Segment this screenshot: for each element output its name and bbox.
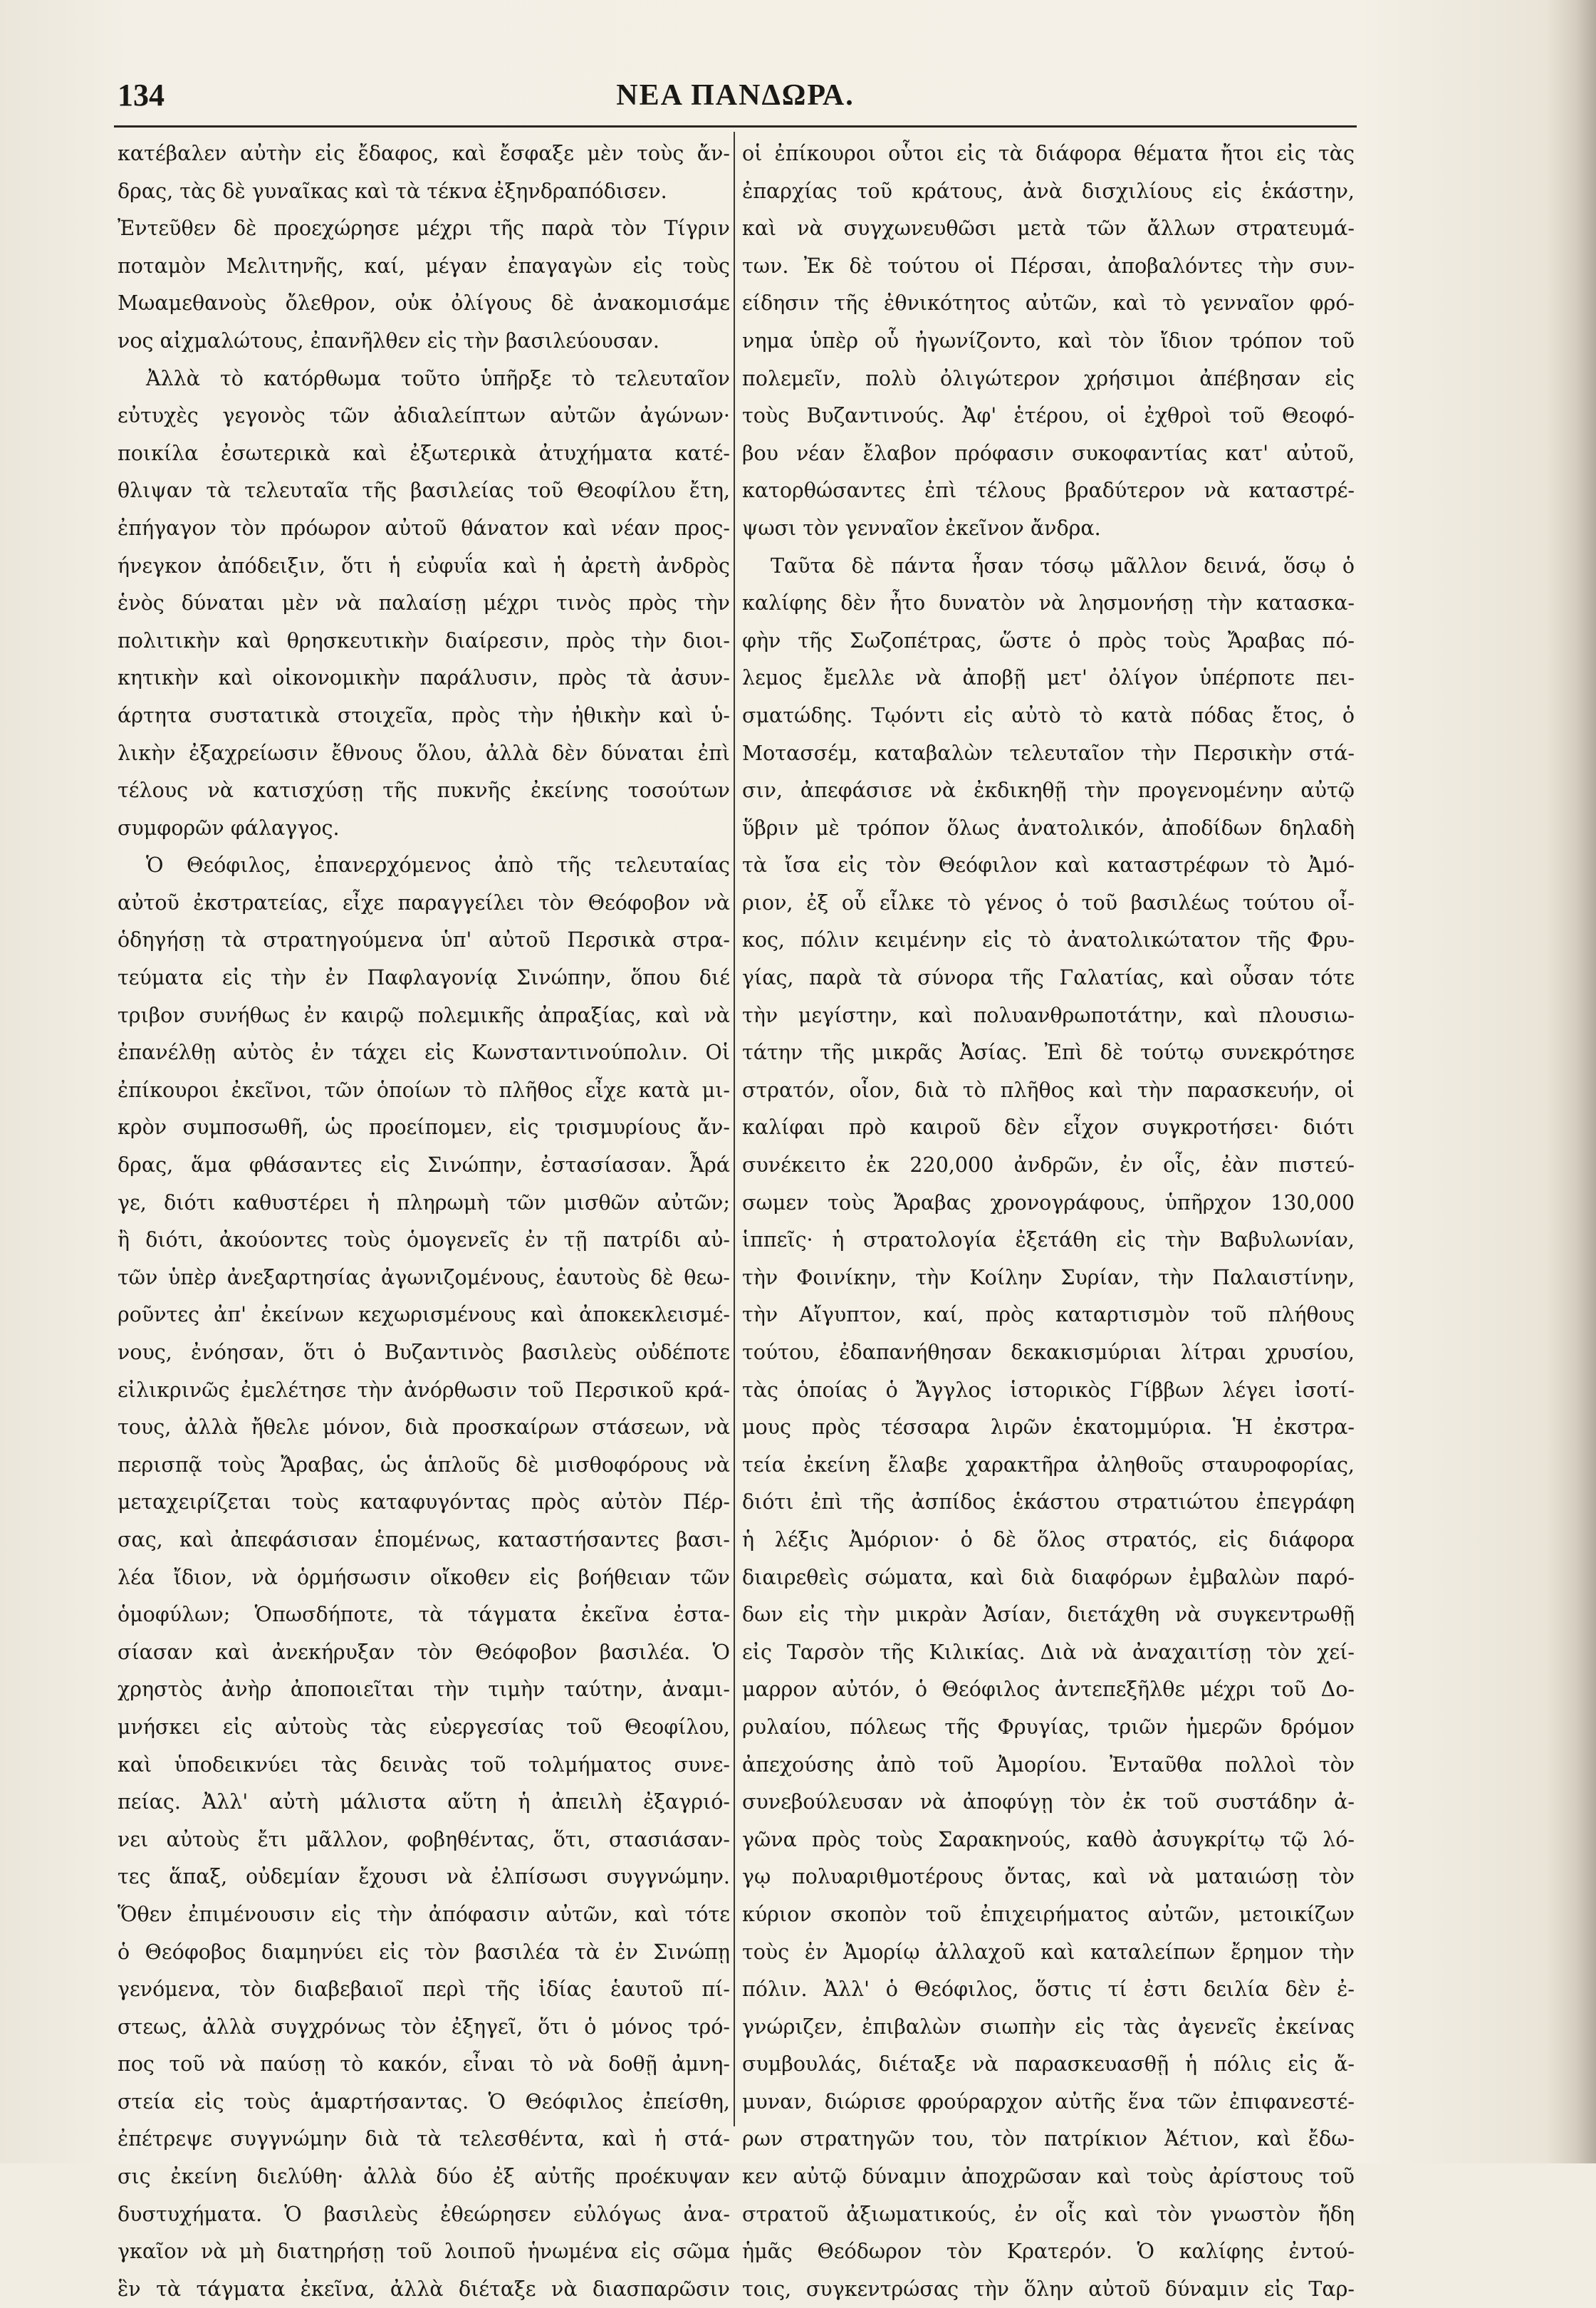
text-line: πόλιν. Ἀλλ' ὁ Θεόφιλος, ὅστις τί ἐστι δειλία δὲν ἐ- bbox=[742, 1977, 1355, 2002]
text-line: σις ἐκείνη διελύθη· ἀλλὰ δύο ἐξ αὐτῆς προέκυψαν bbox=[118, 2165, 730, 2189]
text-line: Ἀλλὰ τὸ κατόρθωμα τοῦτο ὑπῆρξε τὸ τελευταῖον bbox=[146, 366, 730, 390]
text-line: ἡμᾶς Θεόδωρον τὸν Κρατερόν. Ὁ καλίφης ἐντού- bbox=[742, 2240, 1355, 2264]
text-line: καὶ νὰ συγχωνευθῶσι μετὰ τῶν ἄλλων στρατευμά- bbox=[742, 217, 1355, 241]
text-line: τὴν Φοινίκην, τὴν Κοίλην Συρίαν, τὴν Παλαιστίνην, bbox=[742, 1265, 1355, 1289]
text-line: τριβον συνήθως ἐν καιρῷ πολεμικῆς ἀπραξίας, καὶ νὰ bbox=[118, 1003, 730, 1027]
text-line: σίασαν καὶ ἀνεκήρυξαν τὸν Θεόφοβον βασιλέα. Ὁ bbox=[118, 1640, 730, 1664]
text-line: ποικίλα ἐσωτερικὰ καὶ ἐξωτερικὰ ἀτυχήματα κατέ- bbox=[118, 441, 730, 465]
text-line: τοὺς Βυζαντινούς. Ἀφ' ἑτέρου, οἱ ἐχθροὶ τοῦ Θεοφό- bbox=[742, 404, 1355, 428]
text-line: κεν αὐτῷ δύναμιν ἀποχρῶσαν καὶ τοὺς ἀρίστους τοῦ bbox=[742, 2165, 1355, 2189]
text-line: γενόμενα, τὸν διαβεβαιοῖ περὶ τῆς ἰδίας ἑαυτοῦ πί- bbox=[118, 1977, 730, 2002]
text-line: Μοτασσέμ, καταβαλὼν τελευταῖον τὴν Περσικὴν στά- bbox=[742, 741, 1355, 765]
text-line: στεία εἰς τοὺς ἁμαρτήσαντας. Ὁ Θεόφιλος ἐπείσθη, bbox=[118, 2089, 730, 2114]
text-line: τούτου, ἐδαπανήθησαν δεκακισμύριαι λίτραι χρυσίου, bbox=[742, 1341, 1355, 1364]
text-line: μους πρὸς τέσσαρα λιρῶν ἑκατομμύρια. Ἡ ἐκστρα- bbox=[742, 1415, 1355, 1440]
text-line: ήνεγκον ἀπόδειξιν, ὅτι ἡ εὐφυΐα καὶ ἡ ἀρετὴ ἀνδρὸς bbox=[118, 553, 730, 578]
text-line: ψωσι τὸν γενναῖον ἐκεῖνον ἄνδρα. bbox=[742, 516, 1101, 540]
text-line: ροῦντες ἀπ' ἐκείνων κεχωρισμένους καὶ ἀποκεκλεισμέ- bbox=[118, 1303, 730, 1327]
text-line: συμβουλάς, διέταξε νὰ παρασκευασθῇ ἡ πόλις εἰς ἄ- bbox=[742, 2052, 1355, 2076]
text-line: τεία ἐκείνη ἔλαβε χαρακτῆρα ἀληθοῦς σταυροφορίας, bbox=[742, 1452, 1355, 1477]
text-line: τὴν μεγίστην, καὶ πολυανθρωποτάτην, καὶ πλουσιω- bbox=[742, 1003, 1355, 1027]
text-line: ποταμὸν Μελιτηνῆς, καί, μέγαν ἐπαγαγὼν εἰς τοὺς bbox=[118, 254, 730, 278]
text-line: τέλους νὰ κατισχύσῃ τῆς πυκνῆς ἐκείνης τοσούτων bbox=[118, 779, 730, 803]
text-line: κητικὴν καὶ οἰκονομικὴν παράλυσιν, πρὸς τὰ ἀσυν- bbox=[118, 666, 730, 690]
text-line: ἡ λέξις Ἀμόριον· ὁ δὲ ὅλος στρατός, εἰς διάφορα bbox=[742, 1527, 1355, 1551]
text-line: κρὸν συμποσωθῆ, ὡς προείπομεν, εἰς τρισμυρίους ἄν- bbox=[118, 1116, 730, 1140]
text-line: ρων στρατηγῶν του, τὸν πατρίκιον Ἀέτιον, καὶ ἔδω- bbox=[742, 2127, 1355, 2151]
text-line: ἀπεχούσης ἀπὸ τοῦ Ἀμορίου. Ἐνταῦθα πολλοὶ τὸν bbox=[742, 1752, 1355, 1777]
text-line: πείας. Ἀλλ' αὐτὴ μάλιστα αὕτη ἡ ἀπειλὴ ἐξαγριό- bbox=[118, 1790, 730, 1814]
text-line: ὕβριν μὲ τρόπον ὅλως ἀνατολικόν, ἀποδίδων δηλαδὴ bbox=[742, 816, 1355, 840]
text-line: γίας, παρὰ τὰ σύνορα τῆς Γαλατίας, καὶ οὖσαν τότε bbox=[742, 966, 1355, 990]
page-header bbox=[118, 77, 1353, 120]
text-line: κατέβαλεν αὐτὴν εἰς ἔδαφος, καὶ ἔσφαξε μὲν τοὺς ἄν- bbox=[118, 142, 730, 165]
text-line: ἓν τὰ τάγματα ἐκεῖνα, ἀλλὰ διέταξε νὰ διασπαρῶσιν bbox=[118, 2277, 730, 2301]
text-line: τάτην τῆς μικρᾶς Ἀσίας. Ἐπὶ δὲ τούτῳ συνεκρότησε bbox=[742, 1041, 1355, 1065]
text-line: τὰ ἴσα εἰς τὸν Θεόφιλον καὶ καταστρέφων τὸ Ἀμό- bbox=[742, 853, 1355, 878]
text-line: λέα ἴδιον, νὰ ὁρμήσωσιν οἴκοθεν εἰς βοήθειαν τῶν bbox=[118, 1565, 730, 1589]
running-title: ΝΕΑ ΠΑΝΔΩΡΑ. bbox=[616, 79, 855, 112]
text-line: σας, καὶ ἀπεφάσισαν ἑπομένως, καταστήσαντες βασι- bbox=[118, 1527, 730, 1551]
text-line: γε, διότι καθυστέρει ἡ πληρωμὴ τῶν μισθῶν αὐτῶν; bbox=[118, 1190, 730, 1215]
text-line: Ἐντεῦθεν δὲ προεχώρησε μέχρι τῆς παρὰ τὸν Τίγριν bbox=[118, 217, 730, 241]
text-line: καλίφης δὲν ἦτο δυνατὸν νὰ λησμονήσῃ τὴν κατασκα- bbox=[742, 591, 1355, 615]
text-line: σιν, ἀπεφάσισε νὰ ἐκδικηθῇ τὴν προγενομένην αὐτῷ bbox=[742, 779, 1355, 803]
text-line: ἑνὸς δύναται μὲν νὰ παλαίσῃ μέχρι τινὸς πρὸς τὴν bbox=[118, 591, 730, 615]
text-line: καλίφαι πρὸ καιροῦ δὲν εἶχον συγκροτήσει· διότι bbox=[742, 1116, 1355, 1140]
text-line: τες ἅπαξ, οὐδεμίαν ἔχουσι νὰ ἐλπίσωσι συγγνώμην. bbox=[118, 1865, 730, 1889]
text-line: τους, ἀλλὰ ἤθελε μόνον, διὰ προσκαίρων στάσεων, νὰ bbox=[118, 1415, 730, 1440]
text-line: μαρρον αὐτόν, ὁ Θεόφιλος ἀντεπεξῆλθε μέχρι τοῦ Δο- bbox=[742, 1678, 1355, 1702]
text-line: λεμος ἔμελλε νὰ ἀποβῇ μετ' ὀλίγον ὑπέρποτε πει- bbox=[742, 666, 1355, 690]
text-line: χρηστὸς ἀνὴρ ἀποποιεῖται τὴν τιμὴν ταύτην, ἀναμι- bbox=[118, 1678, 730, 1702]
text-line: νος αἰχμαλώτους, ἐπανῆλθεν εἰς τὴν βασιλεύουσαν. bbox=[118, 328, 659, 353]
text-line: πολεμεῖν, πολὺ ὀλιγώτερον χρήσιμοι ἀπέβησαν εἰς bbox=[742, 366, 1355, 390]
text-line: κύριον σκοπὸν τοῦ ἐπιχειρήματος αὐτῶν, μετοικίζων bbox=[742, 1902, 1355, 1926]
text-line: Μωαμεθανοὺς ὄλεθρον, οὐκ ὀλίγους δὲ ἀνακομισάμε bbox=[118, 291, 730, 316]
text-line: των. Ἐκ δὲ τούτου οἱ Πέρσαι, ἀποβαλόντες τὴν συν- bbox=[742, 254, 1355, 278]
text-line: συνέκειτο ἐκ 220,000 ἀνδρῶν, ἐν οἷς, ἐὰν πιστεύ- bbox=[742, 1153, 1355, 1178]
text-line: δρας, τὰς δὲ γυναῖκας καὶ τὰ τέκνα ἐξηνδραπόδισεν. bbox=[118, 179, 667, 203]
text-line: γνώριζεν, ἐπιβαλὼν σιωπὴν εἰς τὰς ἀγενεῖς ἐκείνας bbox=[742, 2015, 1355, 2039]
text-line: σματώδης. Τῳόντι εἰς αὐτὸ τὸ κατὰ πόδας ἔτος, ὁ bbox=[742, 703, 1355, 727]
text-line: βου νέαν ἔλαβον πρόφασιν συκοφαντίας κατ' αὐτοῦ, bbox=[742, 441, 1355, 465]
text-line: κος, πόλιν κειμένην εἰς τὸ ἀνατολικώτατον τῆς Φρυ- bbox=[742, 928, 1355, 952]
text-line: ἐπέτρεψε συγγνώμην διὰ τὰ τελεσθέντα, καὶ ἡ στά- bbox=[118, 2127, 730, 2151]
text-line: περισπᾷ τοὺς Ἄραβας, ὡς ἁπλοῦς δὲ μισθοφόρους νὰ bbox=[118, 1452, 730, 1477]
text-line: καὶ ὑποδεικνύει τὰς δεινὰς τοῦ τολμήματος συνε- bbox=[118, 1752, 730, 1777]
text-line: δυστυχήματα. Ὁ βασιλεὺς ἐθεώρησεν εὐλόγως ἀνα- bbox=[118, 2202, 730, 2226]
text-line: εὐτυχὲς γεγονὸς τῶν ἀδιαλείπτων αὐτῶν ἀγώνων· bbox=[118, 404, 730, 428]
text-line: δρας, ἅμα φθάσαντες εἰς Σινώπην, ἐστασίασαν. Ἆρά bbox=[118, 1153, 730, 1178]
text-line: νει αὐτοὺς ἔτι μᾶλλον, φοβηθέντας, ὅτι, στασιάσαν- bbox=[118, 1827, 730, 1851]
text-line: γῳ πολυαριθμοτέρους ὄντας, καὶ νὰ ματαιώσῃ τὸν bbox=[742, 1865, 1355, 1889]
text-line: νημα ὑπὲρ οὗ ἠγωνίζοντο, καὶ τὸν ἴδιον τρόπον τοῦ bbox=[742, 328, 1355, 353]
text-line: τῶν ὑπὲρ ἀνεξαρτησίας ἀγωνιζομένους, ἑαυτοὺς δὲ θεω- bbox=[118, 1265, 730, 1289]
text-line: Ὁ Θεόφιλος, ἐπανερχόμενος ἀπὸ τῆς τελευταίας bbox=[146, 853, 730, 878]
text-line: ἐπήγαγον τὸν πρόωρον αὐτοῦ θάνατον καὶ νέαν προς- bbox=[118, 516, 730, 540]
text-line: Ὅθεν ἐπιμένουσιν εἰς τὴν ἀπόφασιν αὐτῶν, καὶ τότε bbox=[118, 1902, 730, 1926]
page-number: 134 bbox=[118, 78, 165, 113]
text-line: στρατοῦ ἀξιωματικούς, ἐν οἷς καὶ τὸν γνωστὸν ἤδη bbox=[742, 2202, 1355, 2226]
text-line: συνεβούλευσαν νὰ ἀποφύγῃ τὸν ἐκ τοῦ συστάδην ἀ- bbox=[742, 1790, 1355, 1814]
text-line: είδησιν τῆς ἐθνικότητος αὐτῶν, καὶ τὸ γενναῖον φρό- bbox=[742, 291, 1355, 316]
text-line: ὁδηγήσῃ τὰ στρατηγούμενα ὑπ' αὐτοῦ Περσικὰ στρα- bbox=[118, 928, 730, 952]
column-divider bbox=[734, 132, 735, 2126]
text-line: στεως, ἀλλὰ συγχρόνως τὸν ἐξηγεῖ, ὅτι ὁ μόνος τρό- bbox=[118, 2015, 730, 2039]
text-line: κατορθώσαντες ἐπὶ τέλους βραδύτερον νὰ καταστρέ- bbox=[742, 479, 1355, 503]
text-line: πος τοῦ νὰ παύσῃ τὸ κακόν, εἶναι τὸ νὰ δοθῇ ἀμνη- bbox=[118, 2052, 730, 2076]
text-line: ἐπίκουροι ἐκεῖνοι, τῶν ὁποίων τὸ πλῆθος εἶχε κατὰ μι- bbox=[118, 1078, 730, 1102]
text-line: σωμεν τοὺς Ἄραβας χρονογράφους, ὑπῆρχον 130,000 bbox=[742, 1190, 1355, 1215]
text-line: οἱ ἐπίκουροι οὗτοι εἰς τὰ διάφορα θέματα ἤτοι εἰς τὰς bbox=[742, 142, 1355, 165]
right-text-column bbox=[742, 135, 1355, 2308]
text-line: τοὺς ἐν Ἀμορίῳ ἀλλαχοῦ καὶ καταλείπων ἔρημον τὴν bbox=[742, 1940, 1355, 1964]
text-line: ὁμοφύλων; Ὁπωσδήποτε, τὰ τάγματα ἐκεῖνα ἐστα- bbox=[118, 1603, 730, 1627]
text-line: ἐπαρχίας τοῦ κράτους, ἀνὰ δισχιλίους εἰς ἑκάστην, bbox=[742, 179, 1355, 203]
text-line: εἰλικρινῶς ἐμελέτησε τὴν ἀνόρθωσιν τοῦ Περσικοῦ κρά- bbox=[118, 1378, 730, 1402]
text-line: στρατόν, οἷον, διὰ τὸ πλῆθος καὶ τὴν παρασκευήν, οἱ bbox=[742, 1078, 1355, 1102]
text-line: ριον, ἐξ οὗ εἷλκε τὸ γένος ὁ τοῦ βασιλέως τούτου οἶ- bbox=[742, 890, 1355, 915]
text-line: γῶνα πρὸς τοὺς Σαρακηνούς, καθὸ ἀσυγκρίτῳ τῷ λό- bbox=[742, 1827, 1355, 1851]
text-line: τοις, συγκεντρώσας τὴν ὅλην αὐτοῦ δύναμιν εἰς Ταρ- bbox=[742, 2277, 1355, 2301]
text-line: λικὴν ἐξαχρείωσιν ἔθνους ὅλου, ἀλλὰ δὲν δύναται ἐπὶ bbox=[118, 741, 730, 765]
text-line: μυναν, διώρισε φρούραρχον αὐτῆς ἕνα τῶν ἐπιφανεστέ- bbox=[742, 2089, 1355, 2114]
text-line: αὐτοῦ ἐκστρατείας, εἶχε παραγγείλει τὸν Θεόφοβον νὰ bbox=[118, 890, 730, 915]
text-line: μνήσκει εἰς αὐτοὺς τὰς εὐεργεσίας τοῦ Θεοφίλου, bbox=[118, 1715, 730, 1739]
text-line: συμφορῶν φάλαγγος. bbox=[118, 816, 340, 840]
text-line: ἐπανέλθῃ αὐτὸς ἐν τάχει εἰς Κωνσταντινούπολιν. Οἱ bbox=[118, 1041, 730, 1065]
left-text-column bbox=[118, 135, 730, 2308]
page-spine-shadow bbox=[1546, 0, 1596, 2163]
text-line: τὴν Αἴγυπτον, καί, πρὸς καταρτισμὸν τοῦ πλήθους bbox=[742, 1303, 1355, 1327]
text-line: φὴν τῆς Σωζοπέτρας, ὥστε ὁ πρὸς τοὺς Ἄραβας πό- bbox=[742, 628, 1355, 653]
text-line: άρτητα συστατικὰ στοιχεῖα, πρὸς τὴν ἠθικὴν καὶ ὑ- bbox=[118, 703, 730, 727]
text-line: ὁ Θεόφοβος διαμηνύει εἰς τὸν βασιλέα τὰ ἐν Σινώπῃ bbox=[118, 1940, 730, 1964]
text-line: διότι ἐπὶ τῆς ἀσπίδος ἑκάστου στρατιώτου ἐπεγράφη bbox=[742, 1490, 1355, 1514]
text-line: θλιψαν τὰ τελευταῖα τῆς βασιλείας τοῦ Θεοφίλου ἔτη, bbox=[118, 479, 730, 503]
text-line: ρυλαίου, πόλεως τῆς Φρυγίας, τριῶν ἡμερῶν δρόμον bbox=[742, 1715, 1355, 1739]
text-line: γκαῖον νὰ μὴ διατηρήσῃ τοῦ λοιποῦ ἡνωμένα εἰς σῶμα bbox=[118, 2240, 730, 2264]
text-line: τὰς ὁποίας ὁ Ἄγγλος ἱστορικὸς Γίββων λέγει ἰσοτί- bbox=[742, 1378, 1355, 1402]
text-line: ἢ διότι, ἀκούοντες τοὺς ὁμογενεῖς ἐν τῇ πατρίδι αὐ- bbox=[118, 1228, 730, 1252]
text-line: διαιρεθεὶς σώματα, καὶ διὰ διαφόρων ἐμβαλὼν παρό- bbox=[742, 1565, 1355, 1589]
text-line: τεύματα εἰς τὴν ἐν Παφλαγονίᾳ Σινώπην, ὅπου διέ bbox=[118, 966, 730, 990]
text-line: Ταῦτα δὲ πάντα ἦσαν τόσῳ μᾶλλον δεινά, ὅσῳ ὁ bbox=[771, 553, 1355, 578]
text-line: ἱππεῖς· ἡ στρατολογία ἐξετάθη εἰς τὴν Βαβυλωνίαν, bbox=[742, 1228, 1355, 1252]
text-line: εἰς Ταρσὸν τῆς Κιλικίας. Διὰ νὰ ἀναχαιτίσῃ τὸν χεί- bbox=[742, 1640, 1355, 1664]
text-line: δων εἰς τὴν μικρὰν Ἀσίαν, διετάχθη νὰ συγκεντρωθῇ bbox=[742, 1603, 1355, 1627]
text-line: νους, ἐνόησαν, ὅτι ὁ Βυζαντινὸς βασιλεὺς οὐδέποτε bbox=[118, 1341, 730, 1364]
text-line: πολιτικὴν καὶ θρησκευτικὴν διαίρεσιν, πρὸς τὴν διοι- bbox=[118, 628, 730, 653]
text-line: μεταχειρίζεται τοὺς καταφυγόντας πρὸς αὐτὸν Πέρ- bbox=[118, 1490, 730, 1514]
header-rule bbox=[114, 125, 1357, 128]
